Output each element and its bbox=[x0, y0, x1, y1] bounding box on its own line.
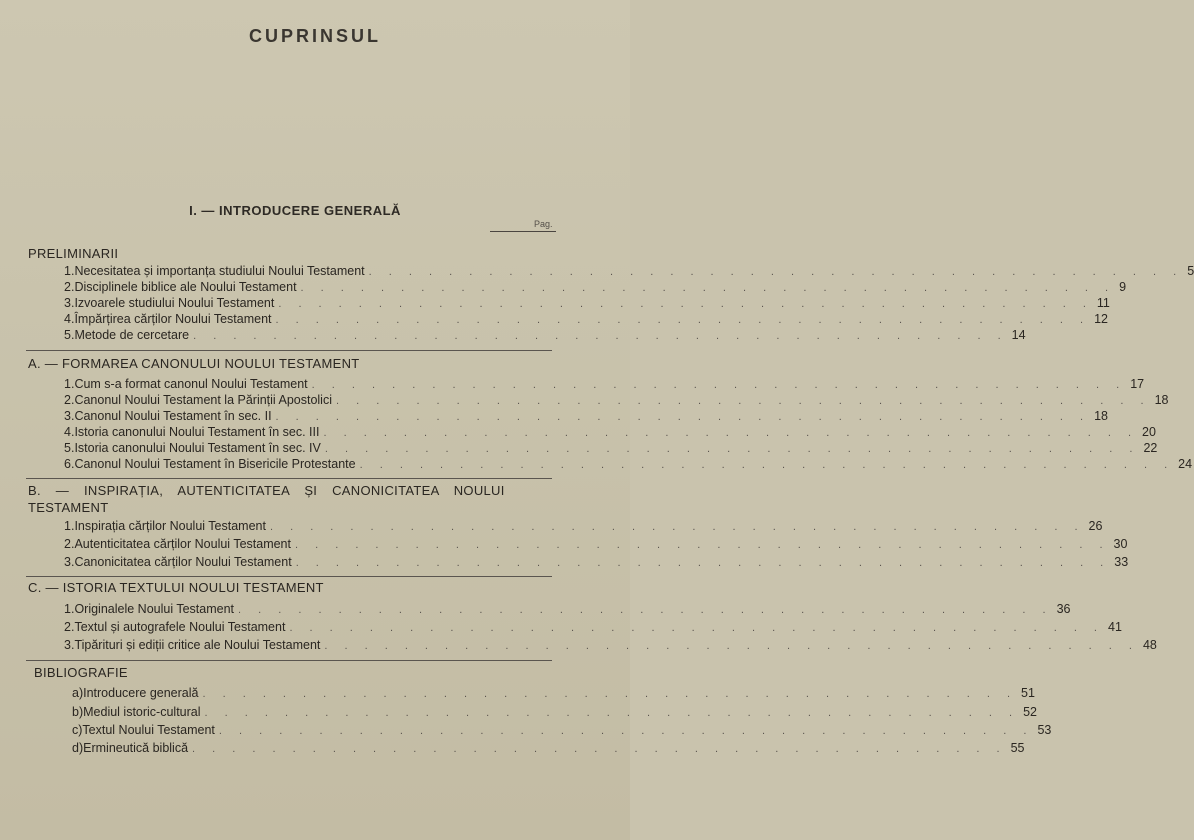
entry-page: 12 bbox=[1094, 312, 1108, 326]
toc-entry[interactable] bbox=[64, 296, 1110, 312]
section-divider bbox=[26, 660, 552, 661]
entry-title: Disciplinele biblice ale Noului Testament bbox=[74, 280, 297, 294]
entry-number: 2. bbox=[64, 537, 75, 551]
toc-entry[interactable] bbox=[64, 620, 1122, 636]
entry-title: Autenticitatea cărților Noului Testament bbox=[74, 537, 291, 551]
entry-number: c) bbox=[72, 723, 83, 737]
dot-leader: . . . . . . . . . . . . . . . . . . . . . . . . . . . . . . . . . . . . . . . . . bbox=[275, 411, 1091, 423]
toc-entry[interactable] bbox=[64, 441, 1158, 457]
entry-title: Textul Noului Testament bbox=[82, 723, 215, 737]
toc-entry[interactable] bbox=[72, 686, 1035, 702]
toc-entry[interactable] bbox=[64, 328, 1026, 344]
dot-leader: . . . . . . . . . . . . . . . . . . . . . . . . . . . . . . . . . . . . . . . . . bbox=[323, 427, 1139, 439]
section-divider bbox=[26, 350, 552, 351]
entry-title: Metode de cercetare bbox=[74, 328, 190, 342]
section-heading: A. — FORMAREA CANONULUI NOULUI TESTAMENT bbox=[28, 356, 360, 371]
entry-title: Cum s-a format canonul Noului Testament bbox=[74, 377, 308, 391]
entry-page: 22 bbox=[1143, 441, 1158, 455]
entry-number: 5. bbox=[64, 441, 75, 455]
entry-title: Împărțirea cărților Noului Testament bbox=[74, 312, 272, 326]
dot-leader: . . . . . . . . . . . . . . . . . . . . . . . . . . . . . . . . . . . . . . . . . bbox=[324, 640, 1139, 652]
entry-page: 30 bbox=[1113, 537, 1128, 551]
toc-entry[interactable] bbox=[64, 519, 1103, 535]
entry-title: Ermineutică biblică bbox=[83, 741, 189, 755]
toc-entry[interactable] bbox=[64, 602, 1071, 618]
entry-page: 11 bbox=[1096, 296, 1110, 310]
entry-number: 4. bbox=[64, 312, 75, 326]
dot-leader: . . . . . . . . . . . . . . . . . . . . . . . . . . . . . . . . . . . . . . . . . bbox=[359, 459, 1175, 471]
entry-number: 3. bbox=[64, 409, 75, 423]
section-heading: PRELIMINARII bbox=[28, 246, 119, 261]
dot-leader: . . . . . . . . . . . . . . . . . . . . . . . . . . . . . . . . . . . . . . . . . bbox=[218, 725, 1034, 737]
dot-leader: . . . . . . . . . . . . . . . . . . . . . . . . . . . . . . . . . . . . . . . . . bbox=[204, 707, 1020, 719]
toc-entry[interactable] bbox=[64, 377, 1145, 393]
entry-number: 5. bbox=[64, 328, 75, 342]
dot-leader: . . . . . . . . . . . . . . . . . . . . . . . . . . . . . . . . . . . . . . . . . bbox=[202, 688, 1018, 700]
entry-page: 17 bbox=[1130, 377, 1145, 391]
entry-number: b) bbox=[72, 705, 84, 719]
toc-entry[interactable] bbox=[64, 280, 1127, 296]
entry-number: 3. bbox=[64, 555, 75, 569]
section-heading: C. — ISTORIA TEXTULUI NOULUI TESTAMENT bbox=[28, 580, 324, 595]
dot-leader: . . . . . . . . . . . . . . . . . . . . . . . . . . . . . . . . . . . . . . . . . bbox=[294, 539, 1110, 551]
entry-page: 55 bbox=[1010, 741, 1025, 755]
entry-title: Istoria canonului Noului Testament în sec. III bbox=[74, 425, 320, 439]
toc-entry[interactable] bbox=[64, 409, 1109, 425]
dot-leader: . . . . . . . . . . . . . . . . . . . . . . . . . . . . . . . . . . . . . . . . . bbox=[295, 557, 1111, 569]
dot-leader: . . . . . . . . . . . . . . . . . . . . . . . . . . . . . . . . . . . . . . . . . bbox=[192, 743, 1007, 755]
entry-number: 1. bbox=[64, 602, 75, 616]
entry-title: Introducere generală bbox=[83, 686, 199, 700]
entry-page: 52 bbox=[1023, 705, 1037, 719]
toc-entry[interactable] bbox=[64, 457, 1193, 473]
entry-title: Canonul Noului Testament la Părinții Apostolici bbox=[74, 393, 332, 407]
dot-leader: . . . . . . . . . . . . . . . . . . . . . . . . . . . . . . . . . . . . . . . . . bbox=[275, 314, 1091, 326]
dot-leader: . . . . . . . . . . . . . . . . . . . . . . . . . . . . . . . . . . . . . . . . . bbox=[238, 604, 1053, 616]
dot-leader: . . . . . . . . . . . . . . . . . . . . . . . . . . . . . . . . . . . . . . . . . bbox=[311, 379, 1127, 391]
section-divider bbox=[26, 576, 552, 577]
entry-page: 36 bbox=[1056, 602, 1071, 616]
entry-number: 2. bbox=[64, 620, 75, 634]
toc-entry[interactable] bbox=[72, 741, 1025, 757]
entry-number: 3. bbox=[64, 638, 75, 652]
toc-entry[interactable] bbox=[64, 555, 1129, 571]
dot-leader: . . . . . . . . . . . . . . . . . . . . . . . . . . . . . . . . . . . . . . . . . bbox=[269, 521, 1085, 533]
entry-title: Istoria canonului Noului Testament în sec. IV bbox=[74, 441, 321, 455]
dot-leader: . . . . . . . . . . . . . . . . . . . . . . . . . . . . . . . . . . . . . . . . . bbox=[289, 622, 1104, 634]
toc-entry[interactable] bbox=[64, 638, 1157, 654]
entry-number: 6. bbox=[64, 457, 75, 471]
page-column-label: Pag. bbox=[534, 219, 553, 229]
entry-title: Canonicitatea cărților Noului Testament bbox=[74, 555, 292, 569]
entry-page: 18 bbox=[1154, 393, 1169, 407]
entry-page: 26 bbox=[1088, 519, 1103, 533]
toc-entry[interactable] bbox=[64, 537, 1128, 553]
page-column-underline bbox=[490, 231, 556, 232]
section-heading: B. — INSPIRAȚIA, AUTENTICITATEA ȘI CANONICITATEA NOULUI TESTAMENT bbox=[28, 483, 505, 515]
entry-title: Canonul Noului Testament în Bisericile Protestante bbox=[74, 457, 356, 471]
entry-title: Textul și autografele Noului Testament bbox=[74, 620, 286, 634]
toc-entry[interactable] bbox=[64, 264, 1194, 280]
entry-page: 53 bbox=[1037, 723, 1052, 737]
entry-title: Izvoarele studiului Noului Testament bbox=[74, 296, 275, 310]
entry-number: 2. bbox=[64, 393, 75, 407]
entry-number: 1. bbox=[64, 519, 75, 533]
entry-page: 48 bbox=[1142, 638, 1157, 652]
dot-leader: . . . . . . . . . . . . . . . . . . . . . . . . . . . . . . . . . . . . . . . . . bbox=[278, 298, 1093, 310]
toc-entry[interactable] bbox=[64, 393, 1169, 409]
section-divider bbox=[26, 478, 552, 479]
entry-title: Originalele Noului Testament bbox=[74, 602, 235, 616]
toc-entry[interactable] bbox=[64, 425, 1156, 441]
section-heading: BIBLIOGRAFIE bbox=[34, 665, 128, 680]
entry-page: 9 bbox=[1119, 280, 1127, 294]
entry-number: a) bbox=[72, 686, 84, 700]
entry-page: 20 bbox=[1142, 425, 1156, 439]
page-title: CUPRINSUL bbox=[248, 26, 381, 46]
entry-page: 33 bbox=[1114, 555, 1129, 569]
entry-page: 51 bbox=[1021, 686, 1035, 700]
dot-leader: . . . . . . . . . . . . . . . . . . . . . . . . . . . . . . . . . . . . . . . . . bbox=[324, 443, 1140, 455]
entry-number: 2. bbox=[64, 280, 75, 294]
entry-number: 1. bbox=[64, 377, 75, 391]
entry-page: 5 bbox=[1187, 264, 1194, 278]
toc-entry[interactable] bbox=[72, 705, 1037, 721]
toc-entry[interactable] bbox=[72, 723, 1052, 739]
part-heading: I. — INTRODUCERE GENERALĂ bbox=[189, 203, 401, 218]
dot-leader: . . . . . . . . . . . . . . . . . . . . . . . . . . . . . . . . . . . . . . . . . bbox=[368, 266, 1184, 278]
entry-number: 4. bbox=[64, 425, 75, 439]
entry-number: 3. bbox=[64, 296, 75, 310]
entry-title: Necesitatea și importanța studiului Noului Testament bbox=[74, 264, 365, 278]
entry-title: Mediul istoric-cultural bbox=[83, 705, 201, 719]
entry-page: 24 bbox=[1178, 457, 1193, 471]
entry-page: 14 bbox=[1011, 328, 1026, 342]
entry-page: 18 bbox=[1094, 409, 1109, 423]
entry-title: Tipărituri și ediții critice ale Noului Testament bbox=[74, 638, 321, 652]
entry-number: d) bbox=[72, 741, 84, 755]
entry-page: 41 bbox=[1108, 620, 1122, 634]
entry-title: Inspirația cărților Noului Testament bbox=[74, 519, 266, 533]
dot-leader: . . . . . . . . . . . . . . . . . . . . . . . . . . . . . . . . . . . . . . . . . bbox=[193, 330, 1008, 342]
dot-leader: . . . . . . . . . . . . . . . . . . . . . . . . . . . . . . . . . . . . . . . . . bbox=[336, 395, 1151, 407]
toc-entry[interactable] bbox=[64, 312, 1108, 328]
entry-number: 1. bbox=[64, 264, 75, 278]
entry-title: Canonul Noului Testament în sec. II bbox=[74, 409, 272, 423]
dot-leader: . . . . . . . . . . . . . . . . . . . . . . . . . . . . . . . . . . . . . . . . . bbox=[300, 282, 1116, 294]
